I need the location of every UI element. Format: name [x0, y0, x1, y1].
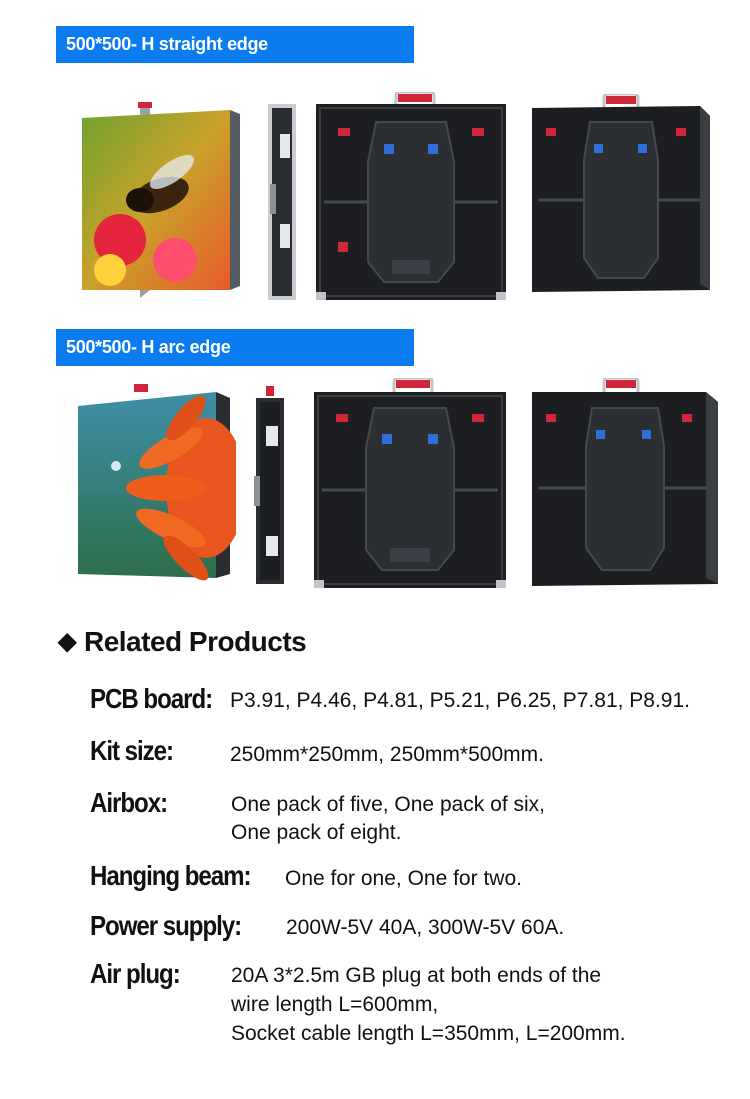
- heading-text: Related Products: [83, 626, 307, 657]
- spec-value-hanging-beam: One for one, One for two.: [285, 867, 522, 890]
- spec-value-airbox-line2: One pack of eight.: [231, 821, 402, 844]
- back-view-angled-image: [530, 94, 712, 296]
- spec-label-power-supply: Power supply:: [90, 910, 242, 941]
- spec-label-pcb-board: PCB board:: [90, 683, 213, 714]
- spec-label-airbox: Airbox:: [90, 787, 168, 818]
- product-image-row-arc-edge: [0, 376, 750, 598]
- side-view-image: [266, 104, 298, 300]
- spec-label-hanging-beam: Hanging beam:: [90, 860, 251, 891]
- section-title: 500*500- H straight edge: [66, 34, 268, 54]
- spec-value-power-supply: 200W-5V 40A, 300W-5V 60A.: [286, 916, 565, 939]
- diamond-bullet-icon: ◆: [58, 628, 76, 655]
- back-view-image: [312, 378, 508, 590]
- back-view-angled-image: [530, 378, 722, 590]
- spec-label-air-plug: Air plug:: [90, 958, 180, 989]
- spec-value-pcb-board: P3.91, P4.46, P4.81, P5.21, P6.25, P7.81, P8.91.: [230, 689, 691, 712]
- spec-value-kit-size: 250mm*250mm, 250mm*500mm.: [230, 743, 544, 766]
- related-products-heading: [58, 622, 306, 662]
- section-title: 500*500- H arc edge: [66, 337, 231, 357]
- section-banner-straight-edge: [56, 26, 414, 63]
- side-view-image: [252, 386, 290, 586]
- product-image-row-straight-edge: [0, 92, 750, 307]
- spec-value-air-plug-line2: wire length L=600mm,: [231, 993, 439, 1016]
- spec-value-air-plug-line3: Socket cable length L=350mm, L=200mm.: [231, 1022, 626, 1045]
- section-banner-arc-edge: [56, 329, 414, 366]
- spec-value-airbox-line1: One pack of five, One pack of six,: [231, 793, 545, 816]
- front-view-flower-image: [76, 378, 236, 586]
- back-view-image: [314, 92, 508, 302]
- front-view-bee-image: [80, 100, 242, 300]
- spec-value-air-plug-line1: 20A 3*2.5m GB plug at both ends of the: [231, 964, 602, 987]
- spec-label-kit-size: Kit size:: [90, 735, 174, 766]
